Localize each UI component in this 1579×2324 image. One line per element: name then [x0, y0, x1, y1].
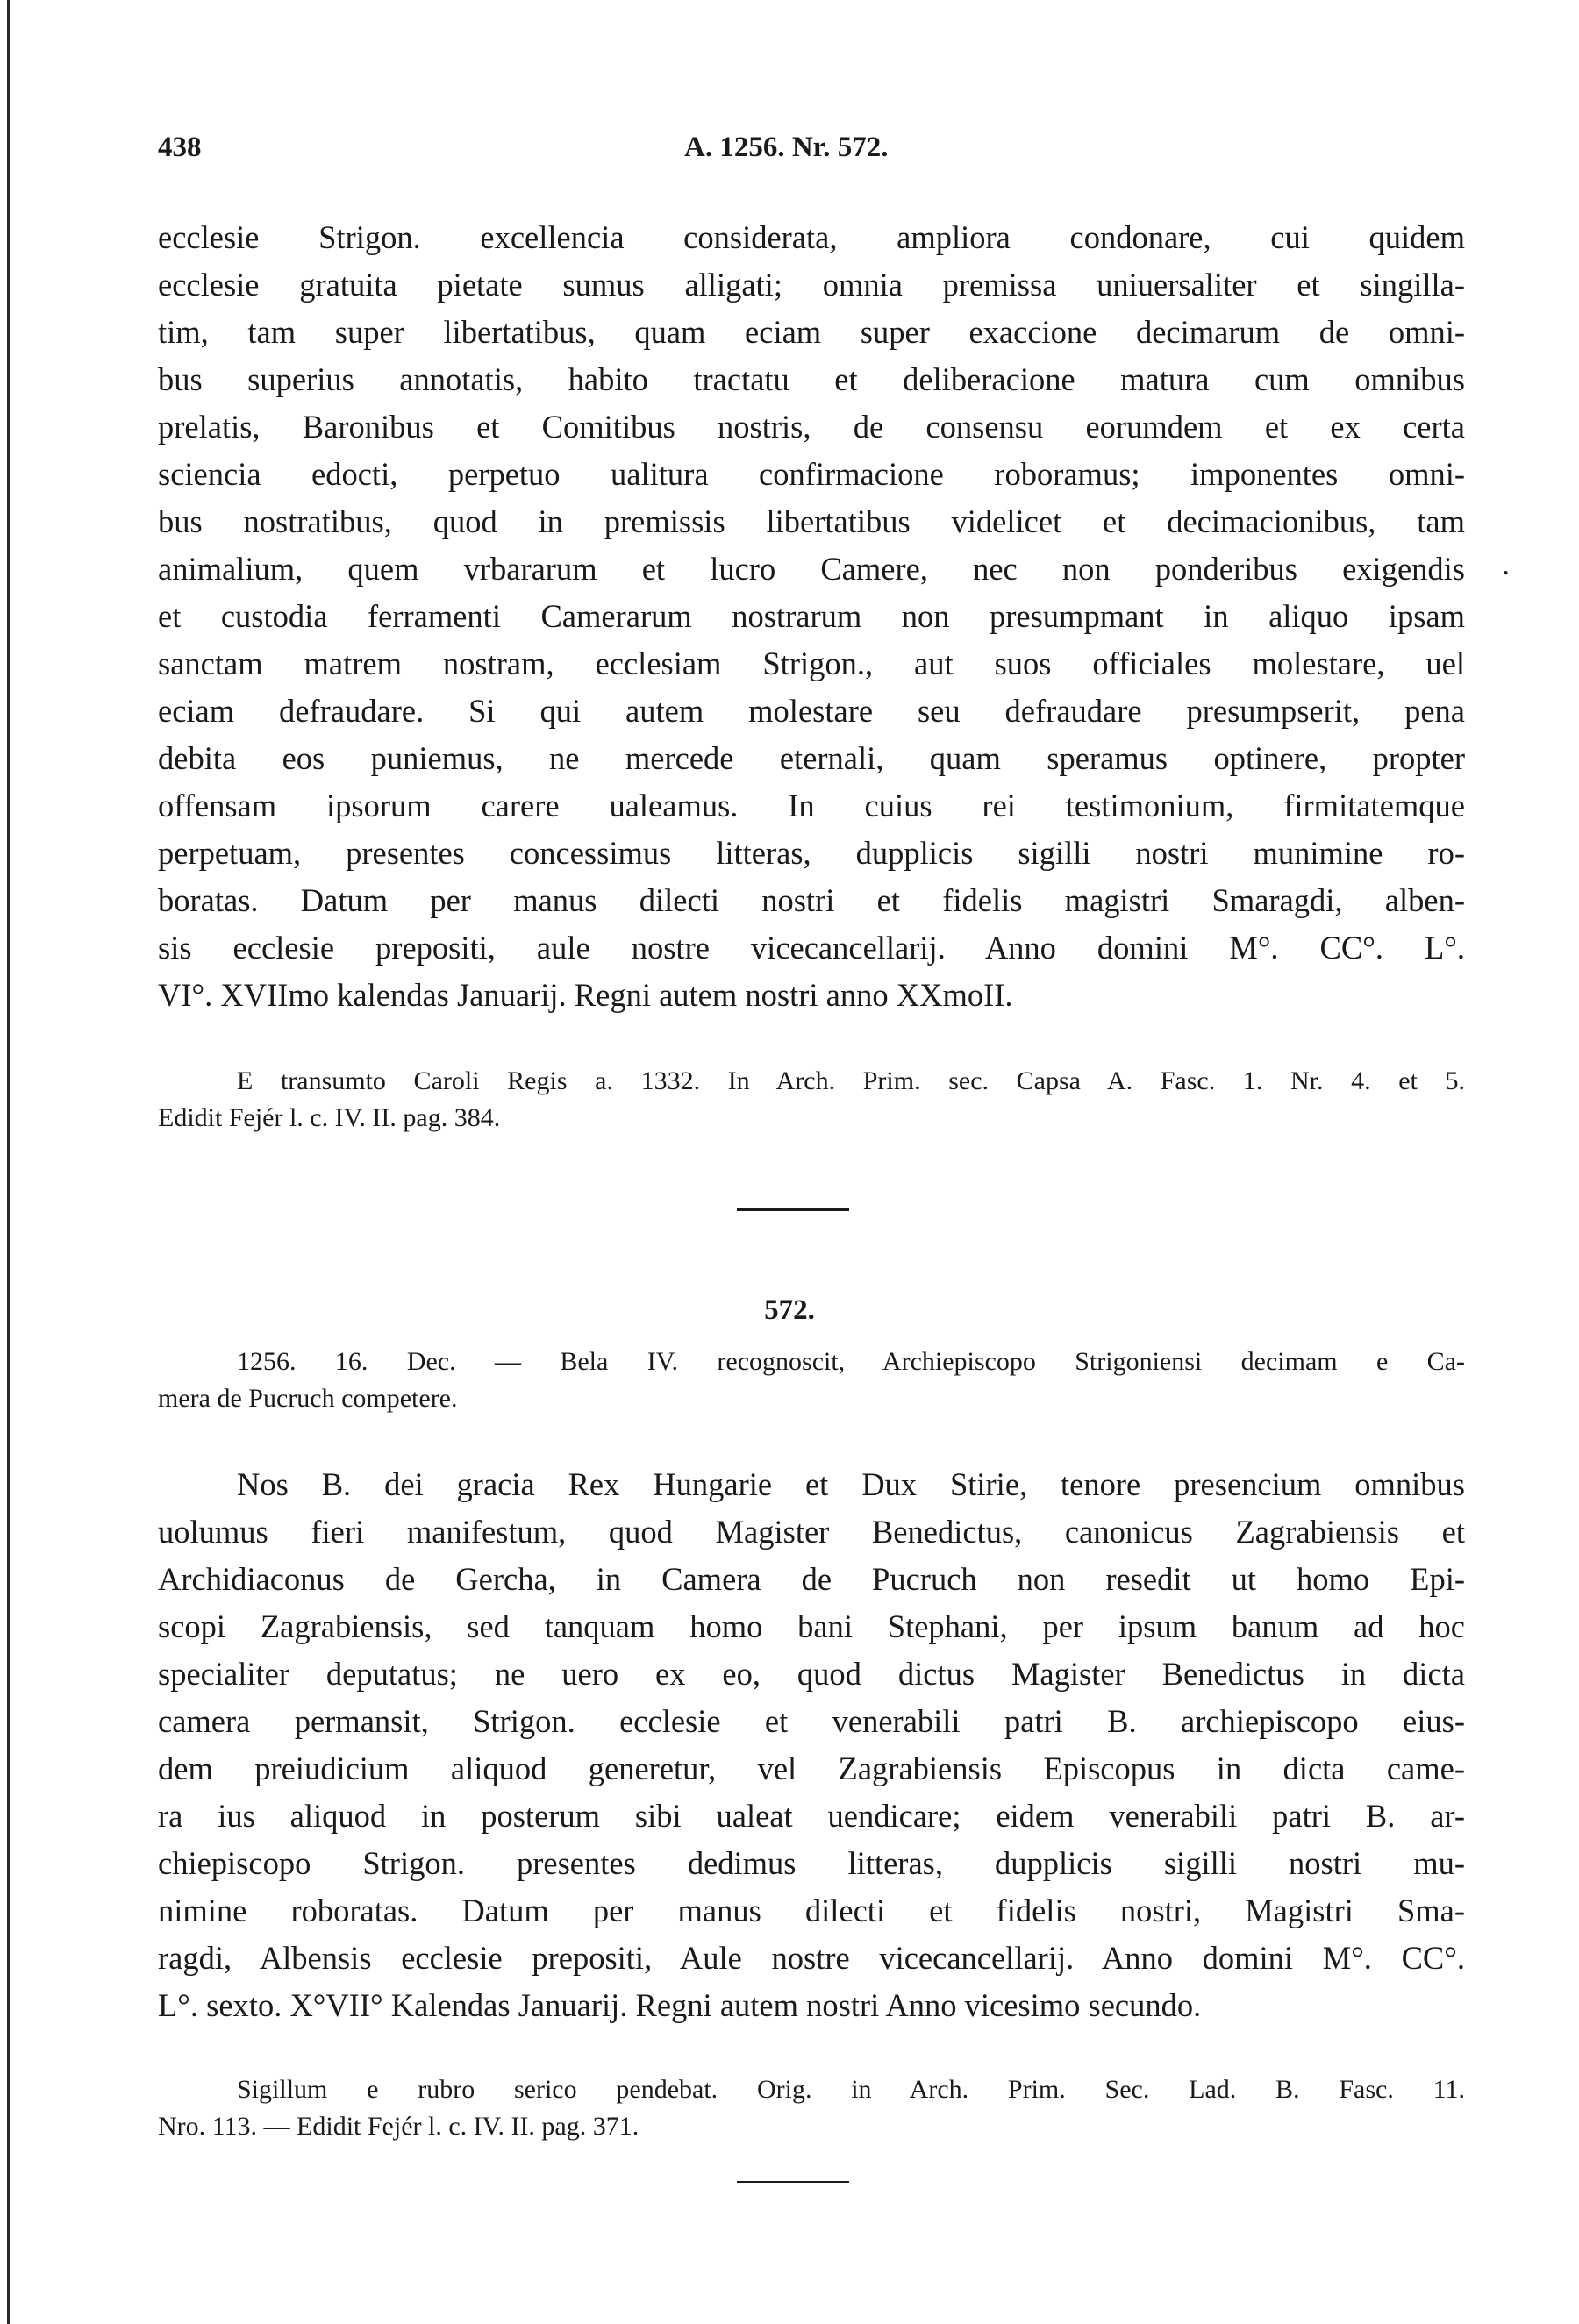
text-line: L°. sexto. X°VII° Kalendas Januarij. Regni autem nostri Anno vicesimo secundo. — [158, 1987, 1202, 2023]
text-line: boratas. Datum per manus dilecti nostri et fidelis magistri Smaragdi, alben- — [158, 882, 1465, 918]
text-line: prelatis, Baronibus et Comitibus nostris, de consensu eorumdem et ex certa — [158, 409, 1465, 445]
section-divider — [737, 2181, 849, 2183]
text-line: eciam defraudare. Si qui autem molestare seu defraudare presumpserit, pena — [158, 693, 1465, 729]
text-line: VI°. XVIImo kalendas Januarij. Regni autem nostri anno XXmoII. — [158, 977, 1013, 1013]
note-line: E transumto Caroli Regis a. 1332. In Arch. Prim. sec. Capsa A. Fasc. 1. Nr. 4. et 5. — [237, 1066, 1465, 1095]
text-line: sciencia edocti, perpetuo ualitura confirmacione roboramus; imponentes omni- — [158, 456, 1465, 492]
section-divider — [737, 1208, 849, 1211]
note-line: Edidit Fejér l. c. IV. II. pag. 384. — [158, 1103, 501, 1132]
page-edge-line — [7, 0, 10, 2324]
text-line: ragdi, Albensis ecclesie prepositi, Aule nostre vicecancellarij. Anno domini M°. CC°. — [158, 1940, 1465, 1976]
document-number: 572. — [764, 1294, 815, 1326]
running-head: A. 1256. Nr. 572. — [684, 132, 889, 163]
text-line: animalium, quem vrbararum et lucro Camere, nec non ponderibus exigendis — [158, 551, 1465, 587]
doc572-body — [158, 1461, 1465, 2029]
text-line: sis ecclesie prepositi, aule nostre vicecancellarij. Anno domini M°. CC°. L°. — [158, 930, 1465, 966]
text-line: chiepiscopo Strigon. presentes dedimus litteras, dupplicis sigilli nostri mu- — [158, 1845, 1465, 1881]
doc571-body — [158, 214, 1465, 1019]
text-line: camera permansit, Strigon. ecclesie et venerabili patri B. archiepiscopo eius- — [158, 1703, 1465, 1739]
doc572-source-note — [158, 2071, 1465, 2145]
text-line: ra ius aliquod in posterum sibi ualeat uendicare; eidem venerabili patri B. ar- — [158, 1798, 1465, 1834]
text-line: uolumus fieri manifestum, quod Magister Benedictus, canonicus Zagrabiensis et — [158, 1514, 1465, 1550]
text-line: scopi Zagrabiensis, sed tanquam homo bani Stephani, per ipsum banum ad hoc — [158, 1608, 1465, 1644]
text-line: perpetuam, presentes concessimus litteras, dupplicis sigilli nostri munimine ro- — [158, 835, 1465, 871]
text-line: offensam ipsorum carere ualeamus. In cuius rei testimonium, firmitatemque — [158, 788, 1465, 823]
text-line: Archidiaconus de Gercha, in Camera de Pucruch non resedit ut homo Epi- — [158, 1561, 1465, 1597]
text-line: tim, tam super libertatibus, quam eciam super exaccione decimarum de omni- — [158, 314, 1465, 350]
text-line: et custodia ferramenti Camerarum nostrarum non presumpmant in aliquo ipsam — [158, 598, 1465, 634]
text-line: bus nostratibus, quod in premissis libertatibus videlicet et decimacionibus, tam — [158, 503, 1465, 539]
regest-line: mera de Pucruch competere. — [158, 1384, 458, 1413]
text-line: specialiter deputatus; ne uero ex eo, quod dictus Magister Benedictus in dicta — [158, 1656, 1465, 1692]
text-line: Nos B. dei gracia Rex Hungarie et Dux Stirie, tenore presencium omnibus — [237, 1466, 1465, 1502]
text-line: nimine roboratas. Datum per manus dilecti et fidelis nostri, Magistri Sma- — [158, 1893, 1465, 1928]
page-header — [158, 132, 1465, 175]
note-line: Nro. 113. — Edidit Fejér l. c. IV. II. pag. 371. — [158, 2112, 639, 2141]
page-number: 438 — [158, 132, 202, 163]
text-line: bus superius annotatis, habito tractatu et deliberacione matura cum omnibus — [158, 361, 1465, 397]
text-line: dem preiudicium aliquod generetur, vel Zagrabiensis Episcopus in dicta came- — [158, 1750, 1465, 1786]
text-line: ecclesie gratuita pietate sumus alligati; omnia premissa uniuersaliter et singilla- — [158, 267, 1465, 303]
margin-mark: . — [1502, 546, 1510, 581]
text-line: debita eos puniemus, ne mercede eternali, quam speramus optinere, propter — [158, 740, 1465, 776]
doc572-regest — [158, 1344, 1465, 1417]
note-line: Sigillum e rubro serico pendebat. Orig. in Arch. Prim. Sec. Lad. B. Fasc. 11. — [237, 2075, 1465, 2104]
text-line: sanctam matrem nostram, ecclesiam Strigon., aut suos officiales molestare, uel — [158, 645, 1465, 681]
text-line: ecclesie Strigon. excellencia considerata, ampliora condonare, cui quidem — [158, 219, 1465, 255]
doc571-source-note — [158, 1063, 1465, 1137]
regest-line: 1256. 16. Dec. — Bela IV. recognoscit, Archiepiscopo Strigoniensi decimam e Ca- — [237, 1347, 1465, 1376]
